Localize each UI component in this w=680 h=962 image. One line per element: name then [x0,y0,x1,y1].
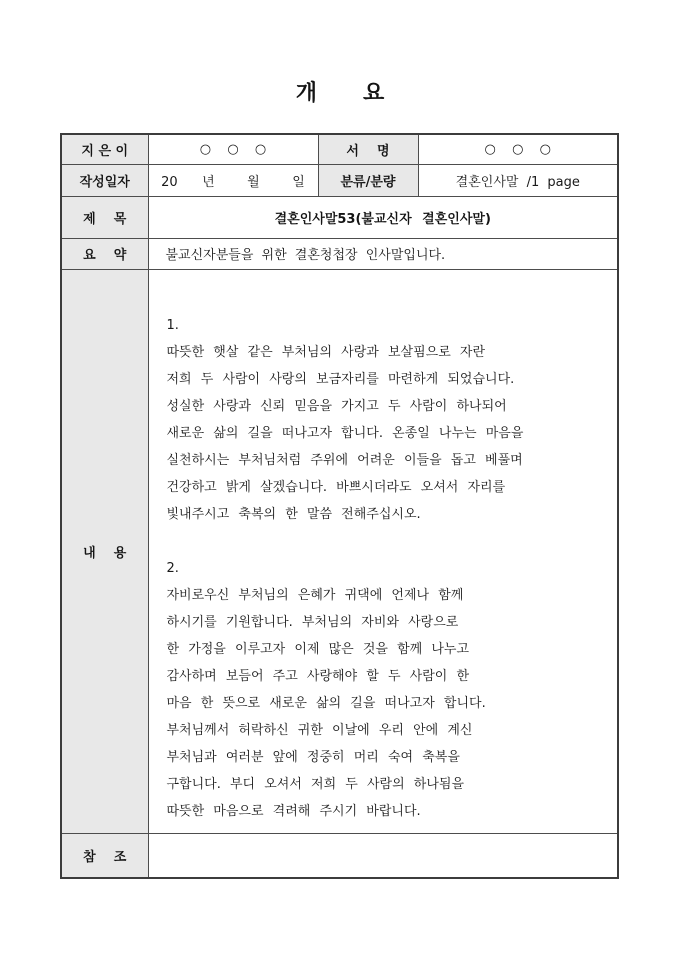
page-title: 개 요 [295,80,385,106]
content-paragraph-2 [167,555,598,825]
author-label: 지 은 이 [61,134,148,164]
row-reference [61,833,618,878]
book-title-value: ○ ○ ○ [418,134,618,164]
date-value: 20 년 월 일 [148,164,318,196]
content-line: 1. [166,317,179,333]
content-line: 저희 두 사람이 사랑의 보금자리를 마련하게 되었습니다. [166,371,515,387]
subject-label: 제 목 [61,196,148,238]
overview-table [60,133,619,879]
content-line: 한 가정을 이루고자 이제 많은 것을 함께 나누고 [166,641,470,657]
row-content [61,269,618,833]
content-body [148,269,618,833]
category-value: 결혼인사말 /1 page [418,164,618,196]
content-line: 건강하고 밝게 살겠습니다. 바쁘시더라도 오셔서 자리를 [166,479,506,495]
content-paragraph-1 [167,312,598,528]
content-line: 따뜻한 마음으로 격려해 주시기 바랍니다. [166,803,421,819]
content-line: 실천하시는 부처님처럼 주위에 어려운 이들을 돕고 베풀며 [166,452,523,468]
content-line: 감사하며 보듬어 주고 사랑해야 할 두 사람이 한 [166,668,470,684]
content-line: 부처님과 여러분 앞에 정중히 머리 숙여 축복을 [166,749,460,765]
content-line: 빛내주시고 축복의 한 말씀 전해주십시오. [166,506,421,522]
content-line: 성실한 사랑과 신뢰 믿음을 가지고 두 사람이 하나되어 [166,398,507,414]
content-line: 새로운 삶의 길을 떠나고자 합니다. 온종일 나누는 마음을 [166,425,524,441]
row-subject [61,196,618,238]
content-line: 하시기를 기원합니다. 부처님의 자비와 사랑으로 [166,614,459,630]
content-label: 내 용 [61,269,148,833]
row-author-booktitle [61,134,618,164]
content-line: 2. [166,560,179,576]
book-title-label: 서 명 [318,134,418,164]
row-date-category [61,164,618,196]
reference-label: 참 조 [61,833,148,878]
content-line: 구합니다. 부디 오셔서 저희 두 사람의 하나됨을 [166,776,465,792]
summary-label: 요 약 [61,238,148,269]
date-label: 작성일자 [61,164,148,196]
content-line: 부처님께서 허락하신 귀한 이날에 우리 안에 계신 [166,722,473,738]
category-label: 분류/분량 [318,164,418,196]
content-line: 마음 한 뜻으로 새로운 삶의 길을 떠나고자 합니다. [166,695,486,711]
subject-value: 결혼인사말53(불교신자 결혼인사말) [148,196,618,238]
content-line: 따뜻한 햇살 같은 부처님의 사랑과 보살핌으로 자란 [166,344,486,360]
reference-value [148,833,618,878]
content-line: 자비로우신 부처님의 은혜가 귀댁에 언제나 함께 [166,587,464,603]
author-value: ○ ○ ○ [148,134,318,164]
summary-value: 불교신자분들을 위한 결혼청첩장 인사말입니다. [148,238,618,269]
row-summary [61,238,618,269]
